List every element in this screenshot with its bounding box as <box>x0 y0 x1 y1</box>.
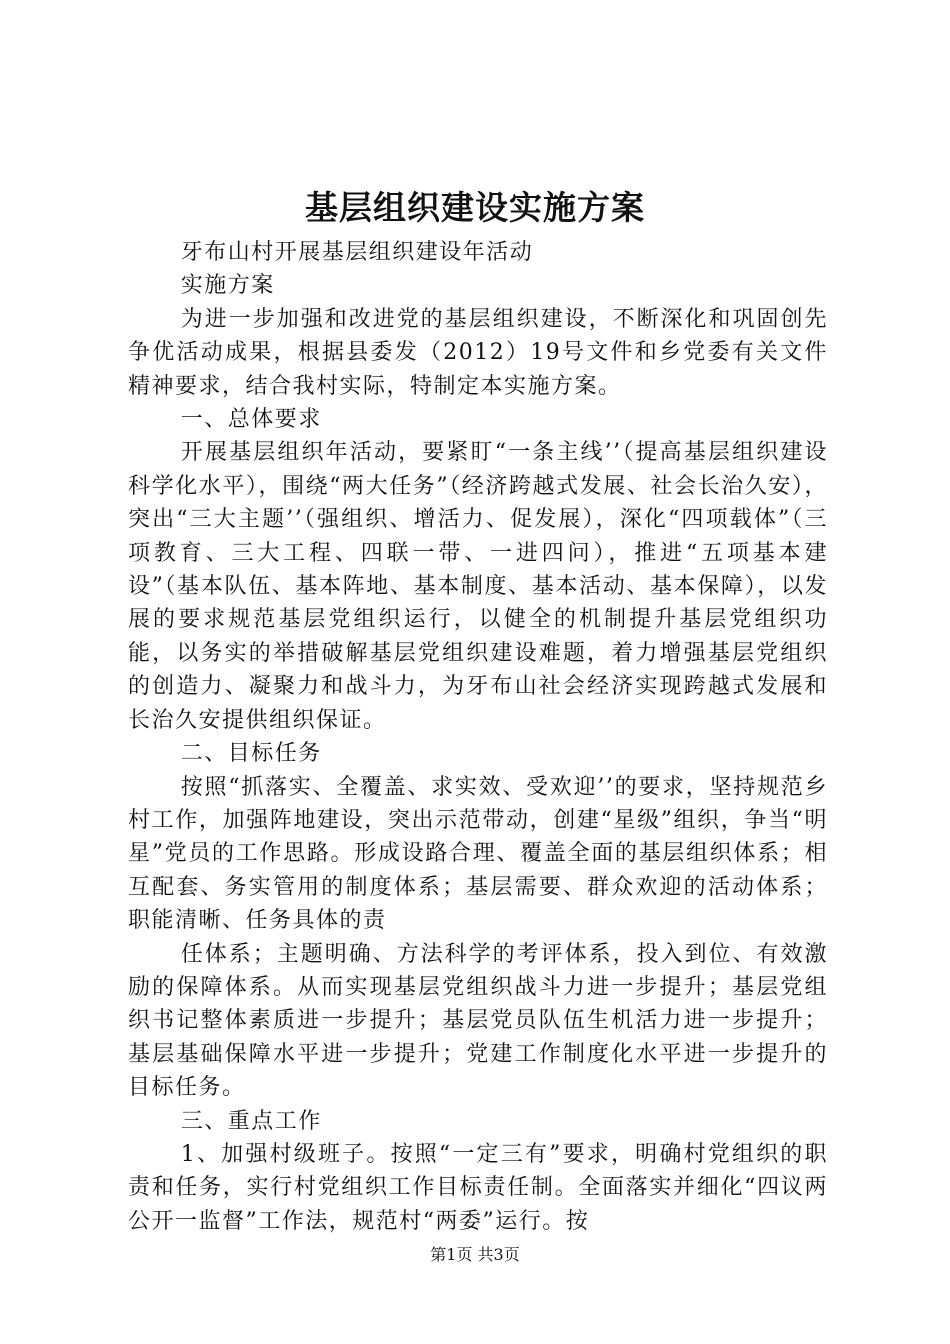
document-title: 基层组织建设实施方案 <box>305 188 645 227</box>
section-heading-2: 二、目标任务 <box>180 741 322 767</box>
section-heading-3: 三、重点工作 <box>180 1108 322 1134</box>
section-heading-1: 一、总体要求 <box>180 407 322 433</box>
paragraph-goals-part-1: 按照“抓落实、全覆盖、求实效、受欢迎’’的要求，坚持规范乡村工作，加强阵地建设，突出示范带动，创建“星级”组织，争当“明星”党员的工作思路。形成设路合理、覆盖全面的基层组织体系；相互配套、务实管用的制度体系；基层需要、群众欢迎的活动体系；职能清晰、任务具体的责 <box>128 774 828 934</box>
page-number-footer: 第1页 共3页 <box>430 1245 520 1264</box>
paragraph-goals-part-2: 任体系；主题明确、方法科学的考评体系，投入到位、有效激励的保障体系。从而实现基层党组织战斗力进一步提升；基层党组织书记整体素质进一步提升；基层党员队伍生机活力进一步提升；基层基础保障水平进一步提升；党建工作制度化水平进一步提升的目标任务。 <box>128 941 828 1101</box>
document-body <box>128 236 828 1238</box>
paragraph-overall-requirements: 开展基层组织年活动，要紧盯“一条主线’’（提高基层组织建设科学化水平），围绕“两大任务”（经济跨越式发展、社会长治久安），突出“三大主题’’（强组织、增活力、促发展），深化“四项载体”（三项教育、三大工程、四联一带、一进四问），推进“五项基本建设”（基本队伍、基本阵地、基本制度、基本活动、基本保障），以发展的要求规范基层党组织运行，以健全的机制提升基层党组织功能，以务实的举措破解基层党组织建设难题，着力增强基层党组织的创造力、凝聚力和战斗力，为牙布山社会经济实现跨越式发展和长治久安提供组织保证。 <box>128 440 828 733</box>
paragraph-key-work-1: 1、加强村级班子。按照“一定三有”要求，明确村党组织的职责和任务，实行村党组织工作目标责任制。全面落实并细化“四议两公开一监督”工作法，规范村“两委”运行。按 <box>128 1141 828 1234</box>
paragraph-subtitle-2: 实施方案 <box>180 273 275 299</box>
paragraph-subtitle-1: 牙布山村开展基层组织建设年活动 <box>180 240 534 265</box>
paragraph-intro: 为进一步加强和改进党的基层组织建设，不断深化和巩固创先争优活动成果，根据县委发（2012）19号文件和乡党委有关文件精神要求，结合我村实际，特制定本实施方案。 <box>128 306 828 399</box>
